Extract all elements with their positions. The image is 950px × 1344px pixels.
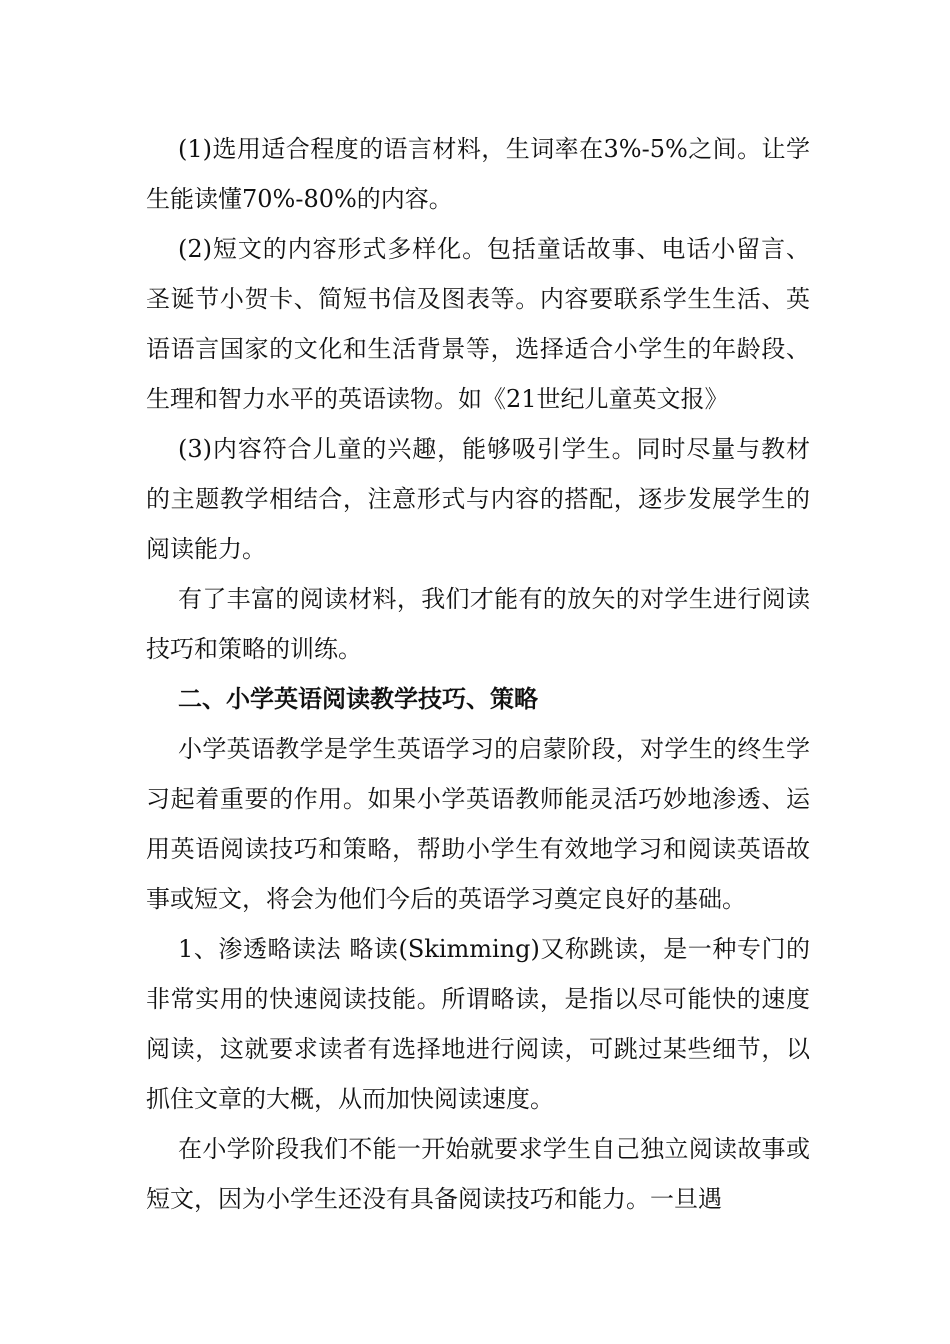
paragraph-reading-material-3: (3)内容符合儿童的兴趣，能够吸引学生。同时尽量与教材的主题教学相结合，注意形式与内容的搭配，逐步发展学生的阅读能力。 [146,435,810,563]
paragraph-skimming: 1、渗透略读法 略读(Skimming)又称跳读，是一种专门的非常实用的快速阅读技能。所谓略读，是指以尽可能快的速度阅读，这就要求读者有选择地进行阅读，可跳过某些细节，以抓住文章的大概，从而加快阅读速度。 [146,935,810,1113]
document-body [146,124,810,1224]
section-heading: 二、小学英语阅读教学技巧、策略 [178,685,538,713]
paragraph-intro: 小学英语教学是学生英语学习的启蒙阶段，对学生的终生学习起着重要的作用。如果小学英语教师能灵活巧妙地渗透、运用英语阅读技巧和策略，帮助小学生有效地学习和阅读英语故事或短文，将会为他们今后的英语学习奠定良好的基础。 [146,735,810,913]
paragraph-summary: 有了丰富的阅读材料，我们才能有的放矢的对学生进行阅读技巧和策略的训练。 [146,585,810,663]
paragraph-reading-material-1: (1)选用适合程度的语言材料，生词率在3%-5%之间。让学生能读懂70%-80%的内容。 [146,135,810,213]
paragraph-primary-stage: 在小学阶段我们不能一开始就要求学生自己独立阅读故事或短文，因为小学生还没有具备阅读技巧和能力。一旦遇 [146,1135,810,1213]
paragraph-reading-material-2: (2)短文的内容形式多样化。包括童话故事、电话小留言、圣诞节小贺卡、简短书信及图表等。内容要联系学生生活、英语语言国家的文化和生活背景等，选择适合小学生的年龄段、生理和智力水平的英语读物。如《21世纪儿童英文报》 [146,235,810,413]
